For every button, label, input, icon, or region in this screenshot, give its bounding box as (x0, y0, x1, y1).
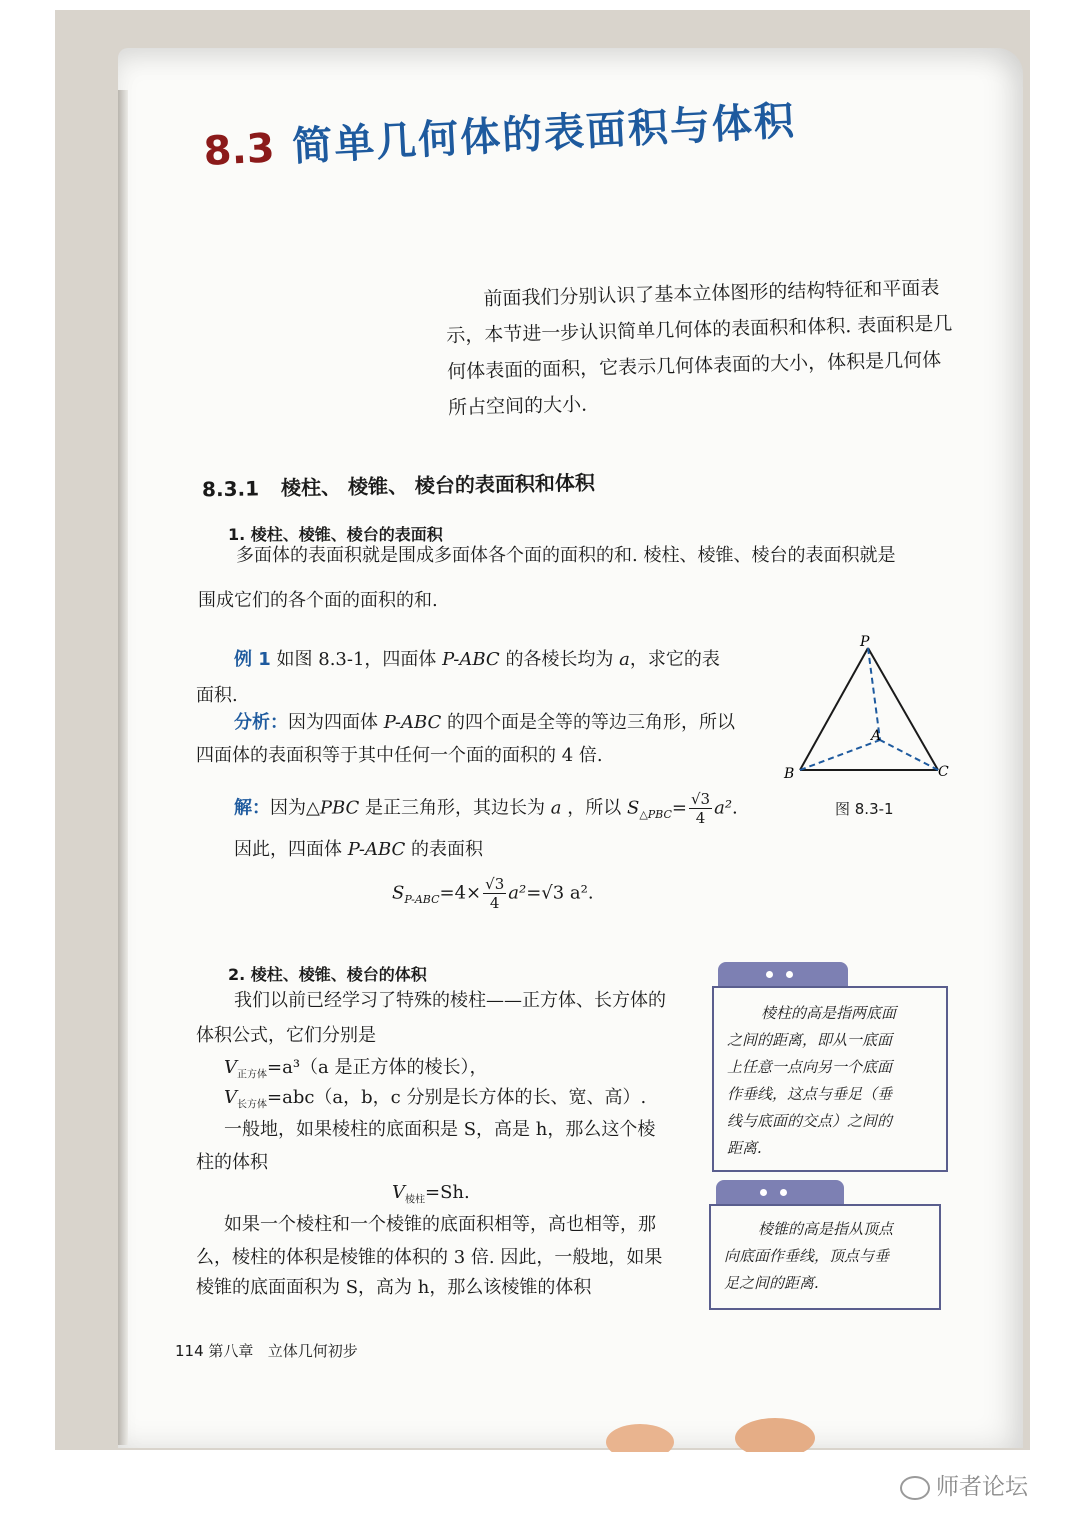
chapter-number: 8.3 (202, 125, 276, 176)
part2-line1: 我们以前已经学习了特殊的棱柱——正方体、长方体的 (234, 990, 666, 1011)
vertex-label-P: P (860, 634, 870, 650)
fingertips (600, 1412, 830, 1452)
analysis-line1: 分析：因为四面体 P-ABC 的四个面是全等的等边三角形，所以 (234, 712, 736, 733)
vertex-label-B: B (784, 766, 795, 782)
note2-tab-dot-right (780, 1189, 787, 1196)
vertex-label-C: C (938, 764, 949, 780)
fingertip-left (606, 1424, 674, 1452)
page-spine (118, 90, 128, 1445)
note2-text: 棱锥的高是指从顶点 向底面作垂线，顶点与垂 足之间的距离. (724, 1220, 894, 1292)
note1-tab-dot-right (786, 971, 793, 978)
wechat-icon (900, 1476, 930, 1500)
analysis-label: 分析： (234, 712, 288, 733)
solution-line: 解：因为△PBC 是正三角形，其边长为 a ，所以 $S_{\triangle PBC}=$ $\frac{√3}{4}$ a². (234, 790, 738, 827)
prism-volume-formula: $V_{棱柱}=Sh$. (392, 1182, 470, 1206)
example-line2: 面积. (196, 685, 238, 706)
part2-line2: 体积公式，它们分别是 (196, 1025, 376, 1046)
solution-label: 解： (234, 797, 270, 819)
tetrahedron-figure (780, 630, 960, 790)
footer-chapter: 第八章 (208, 1342, 254, 1360)
part1-heading: 1. 棱柱、棱锥、棱台的表面积 (228, 525, 443, 544)
footer-title: 立体几何初步 (267, 1342, 358, 1360)
surface-area-formula: $S_{P-ABC}=4\times$ $\frac{√3}{4}$ a²=√3 a². (392, 875, 594, 912)
section-title: 棱柱、 棱锥、 棱台的表面积和体积 (280, 470, 596, 501)
note1-tab (718, 962, 848, 988)
fraction-sqrt3-over-4: $\frac{√3}{4}$ (690, 790, 711, 827)
part2-line7: 棱锥的底面面积为 S，高为 h，那么该棱锥的体积 (196, 1277, 592, 1298)
example-label: 例 1 (234, 649, 271, 670)
part1-line1: 多面体的表面积就是围成多面体各个面的面积的和. 棱柱、棱锥、棱台的表面积就是 (236, 545, 896, 566)
note2-tab-dot-left (760, 1189, 767, 1196)
page-number: 114 (175, 1342, 204, 1360)
edge-PB (800, 648, 868, 770)
fingertip-right (735, 1418, 815, 1452)
cube-volume-formula: $V_{正方体}=a^3(a$ 是正方体的棱长）， (224, 1057, 488, 1081)
note1-text: 棱柱的高是指两底面 之间的距离，即从一底面 上任意一点向另一个底面 作垂线，这点与垂足（垂 线与底面的交点）之间的 距离. (727, 1004, 897, 1157)
analysis-line2: 四面体的表面积等于其中任何一个面的面积的 4 倍. (196, 745, 603, 766)
edge-PC (868, 648, 938, 770)
part2-heading: 2. 棱柱、棱锥、棱台的体积 (228, 965, 427, 984)
therefore-line: 因此，四面体 P-ABC 的表面积 (234, 839, 484, 860)
part2-line4: 柱的体积 (196, 1152, 268, 1173)
example-line1: 例 1 如图 8.3-1，四面体 P-ABC 的各棱长均为 a，求它的表 (234, 649, 720, 670)
note1-tab-dot-left (766, 971, 773, 978)
part1-line2: 围成它们的各个面的面积的和. (198, 590, 438, 611)
watermark: 师者论坛 (900, 1468, 1028, 1501)
edge-BA-hidden (800, 740, 880, 770)
chapter-title-text: 简单几何体的表面积与体积 (291, 98, 797, 171)
edge-PA-hidden (868, 648, 880, 740)
cuboid-volume-formula: $V_{长方体}=abc(a$，b，c 分别是长方体的长、宽、高）. (224, 1087, 647, 1111)
part2-line3: 一般地，如果棱柱的底面积是 S，高是 h，那么这个棱 (224, 1119, 656, 1140)
part2-line6: 么，棱柱的体积是棱锥的体积的 3 倍. 因此，一般地，如果 (196, 1247, 663, 1268)
figure-caption: 图 8.3-1 (835, 800, 894, 818)
page-footer (175, 1340, 358, 1361)
vertex-label-A: A (871, 728, 882, 744)
section-number: 8.3.1 (201, 476, 260, 502)
intro-paragraph: 前面我们分别认识了基本立体图形的结构特征和平面表示，本节进一步认识简单几何体的表面积和体积. 表面积是几何体表面的面积，它表示几何体表面的大小，体积是几何体所占空间的大小. (446, 276, 953, 419)
part2-line5: 如果一个棱柱和一个棱锥的底面积相等，高也相等，那 (224, 1214, 656, 1235)
note2-tab (716, 1180, 844, 1206)
